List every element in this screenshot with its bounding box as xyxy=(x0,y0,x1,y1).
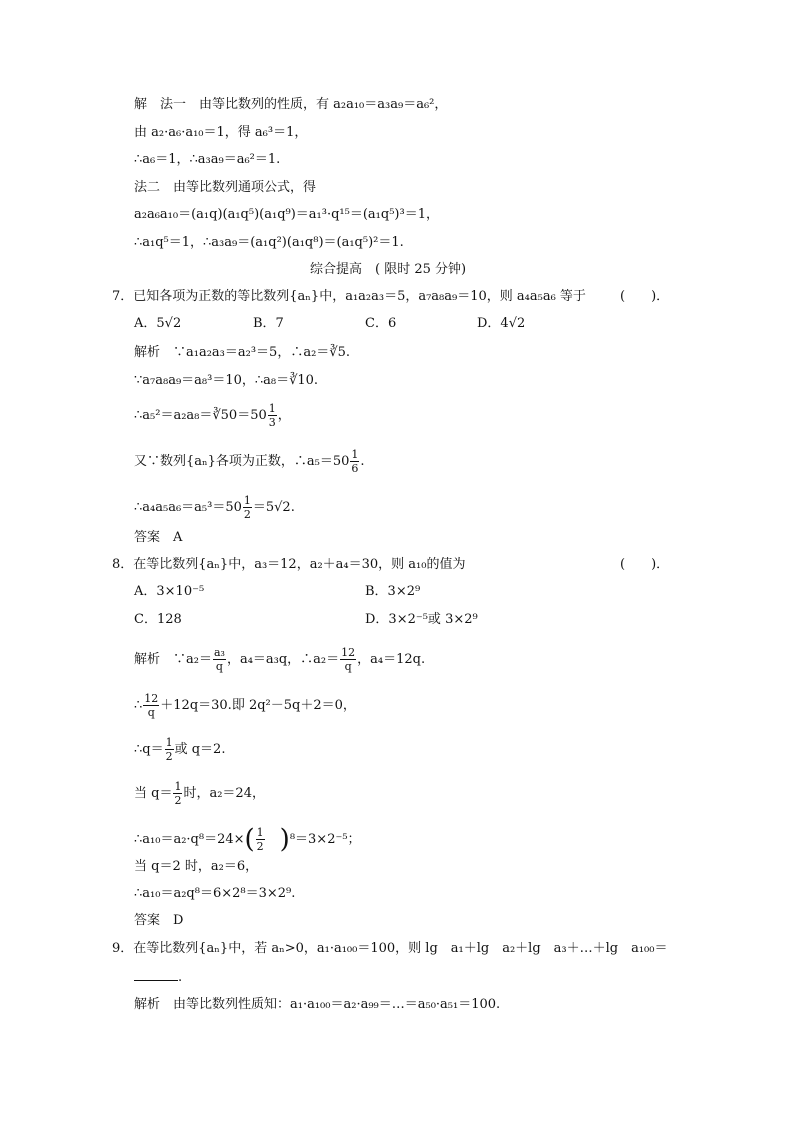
solution-line-5: a₂a₆a₁₀＝(a₁q)(a₁q⁵)(a₁q⁹)＝a₁³·q¹⁵＝(a₁q⁵)³＝1， xyxy=(134,207,439,222)
solution-line-4: 法二 由等比数列通项公式，得 xyxy=(134,180,317,195)
solution-line-3: ∴a₆＝1，∴a₃a₉＝a₆²＝1. xyxy=(134,152,281,167)
fraction: $\frac{\text{a₃}}{q}$ xyxy=(213,646,225,673)
solution-line-6: ∴a₁q⁵＝1，∴a₃a₉＝(a₁q²)(a₁q⁸)＝(a₁q⁵)²＝1. xyxy=(134,235,404,250)
q7-stem: 7．已知各项为正数的等比数列{aₙ}中，a₁a₂a₃＝5，a₇a₈a₉＝10，则 a₄a₅a₆ 等于 xyxy=(112,289,586,304)
fraction: $\frac{1}{2}$ xyxy=(165,736,173,763)
q7-solution-3: ∴a₅²＝a₂a₈＝∛50＝50 $\frac{1}{3}$ ， xyxy=(134,402,291,429)
fraction: $\frac{1}{2}$ xyxy=(256,826,264,853)
q8-solution-3: ∴q＝ $\frac{1}{2}$ 或 q＝2. xyxy=(134,736,226,763)
q8-option-b: B．3×2⁹ xyxy=(365,584,421,599)
q8-solution-7: ∴a₁₀＝a₂q⁸＝6×2⁸＝3×2⁹. xyxy=(134,886,296,901)
left-paren: ( xyxy=(244,824,255,855)
right-paren: ) xyxy=(279,824,290,855)
q7-option-c: C．6 xyxy=(365,316,397,331)
q7-option-a: A．5√2 xyxy=(134,316,182,331)
q8-option-d: D．3×2⁻⁵或 3×2⁹ xyxy=(365,612,478,627)
q9-stem: 9．在等比数列{aₙ}中，若 aₙ>0，a₁·a₁₀₀＝100，则 lg a₁＋lg a₂＋lg a₃＋…＋lg a₁₀₀＝ xyxy=(112,941,668,956)
q7-answer-paren: ( )． xyxy=(620,289,670,304)
q8-option-c: C．128 xyxy=(134,612,182,627)
section-title: 综合提高 ( 限时 25 分钟) xyxy=(310,262,467,277)
solution-line-2: 由 a₂·a₆·a₁₀＝1，得 a₆³＝1， xyxy=(134,125,308,140)
q8-answer-paren: ( )． xyxy=(620,557,670,572)
q8-solution-6: 当 q＝2 时，a₂＝6， xyxy=(134,859,259,874)
q8-solution-5: ∴a₁₀＝a₂·q⁸＝24×( $\frac{1}{2}$ )⁸＝3×2⁻⁵； xyxy=(134,824,361,855)
q8-stem: 8．在等比数列{aₙ}中，a₃＝12，a₂＋a₄＝30，则 a₁₀的值为 xyxy=(112,557,466,572)
solution-line-1: 解 法一 由等比数列的性质，有 a₂a₁₀＝a₃a₉＝a₆²， xyxy=(134,97,448,112)
q7-solution-1: 解析 ∵a₁a₂a₃＝a₂³＝5，∴a₂＝∛5. xyxy=(134,345,350,360)
q9-blank-line: . xyxy=(134,968,182,986)
q7-solution-2: ∵a₇a₈a₉＝a₈³＝10，∴a₈＝∛10. xyxy=(134,373,319,388)
q8-answer: 答案 D xyxy=(134,913,184,928)
fraction: $\frac{1}{2}$ xyxy=(243,494,251,521)
fraction: $\frac{12}{q}$ xyxy=(144,692,159,719)
answer-blank[interactable] xyxy=(134,968,178,981)
q8-solution-2: ∴ $\frac{12}{q}$ ＋12q＝30.即 2q²－5q＋2＝0， xyxy=(134,692,356,719)
q7-option-b: B．7 xyxy=(253,316,284,331)
q7-solution-5: ∴a₄a₅a₆＝a₅³＝50 $\frac{1}{2}$ ＝5√2. xyxy=(134,494,295,521)
fraction: $\frac{12}{q}$ xyxy=(341,646,356,673)
fraction: $\frac{1}{3}$ xyxy=(268,402,276,429)
fraction: $\frac{1}{2}$ xyxy=(174,780,182,807)
q7-answer: 答案 A xyxy=(134,530,183,545)
fraction: $\frac{1}{6}$ xyxy=(351,448,359,475)
q7-solution-4: 又∵数列{aₙ}各项为正数，∴a₅＝50 $\frac{1}{6}$ . xyxy=(134,448,365,475)
q9-solution-1: 解析 由等比数列性质知：a₁·a₁₀₀＝a₂·a₉₉＝…＝a₅₀·a₅₁＝100. xyxy=(134,997,501,1012)
q8-solution-4: 当 q＝ $\frac{1}{2}$ 时，a₂＝24， xyxy=(134,780,265,807)
q8-option-a: A．3×10⁻⁵ xyxy=(134,584,205,599)
q8-solution-1: 解析 ∵a₂＝ $\frac{\text{a₃}}{q}$ ，a₄＝a₃q，∴a₂＝ $\frac{12}{q}$ ，a₄＝12q. xyxy=(134,646,426,673)
q7-option-d: D．4√2 xyxy=(477,316,526,331)
